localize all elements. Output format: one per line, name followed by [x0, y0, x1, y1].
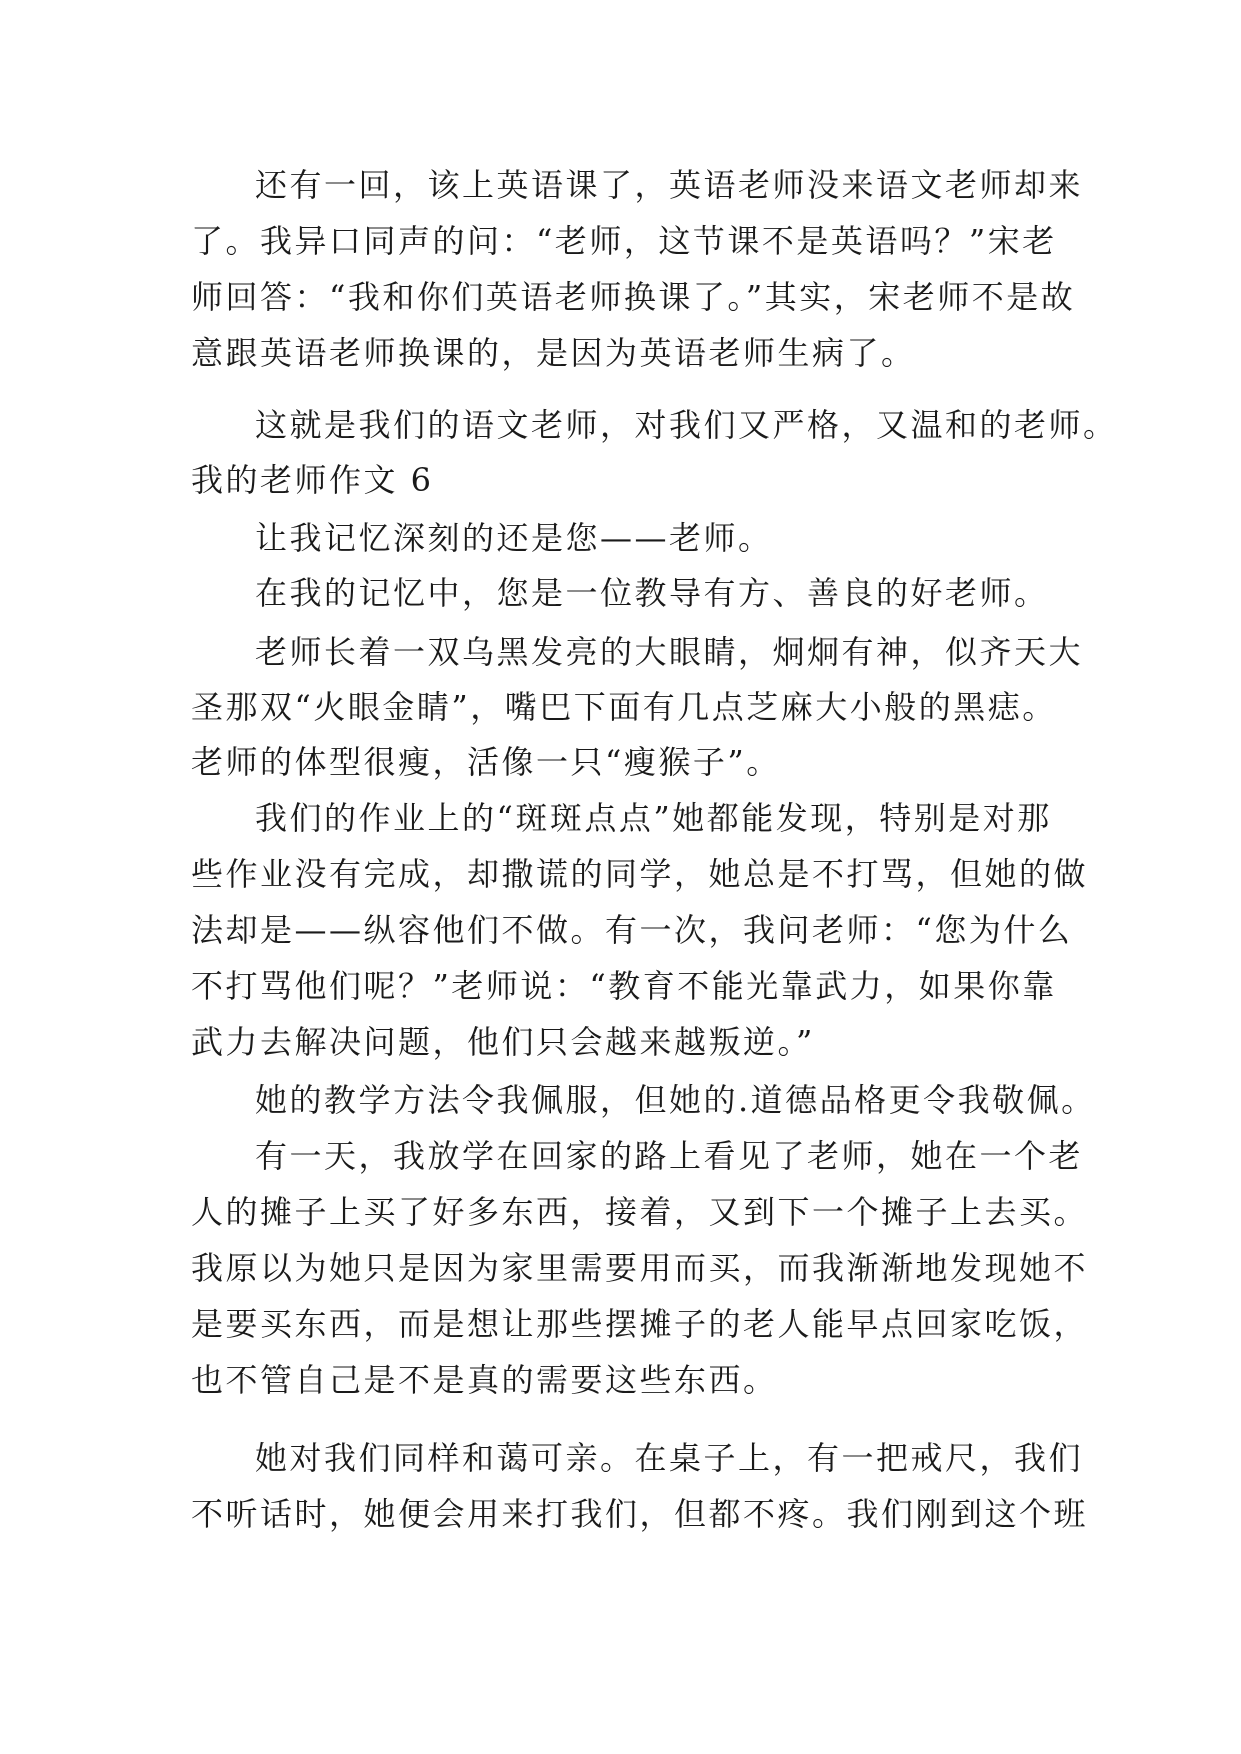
- paragraph-line: 了。我异口同声的问：“老师，这节课不是英语吗？”宋老: [191, 222, 1057, 260]
- paragraph-line: 意跟英语老师换课的，是因为英语老师生病了。: [191, 334, 916, 372]
- paragraph-line: 武力去解决问题，他们只会越来越叛逆。”: [191, 1023, 815, 1061]
- paragraph-line: 在我的记忆中，您是一位教导有方、善良的好老师。: [255, 574, 1049, 612]
- paragraph-line: 圣那双“火眼金睛”，嘴巴下面有几点芝麻大小般的黑痣。: [191, 688, 1057, 726]
- paragraph-line: 老师的体型很瘦，活像一只“瘦猴子”。: [191, 743, 781, 781]
- paragraph-line: 些作业没有完成，却撒谎的同学，她总是不打骂，但她的做: [191, 855, 1089, 893]
- paragraph-line: 不听话时，她便会用来打我们，但都不疼。我们刚到这个班: [191, 1495, 1089, 1533]
- paragraph-line: 是要买东西，而是想让那些摆摊子的老人能早点回家吃饭，: [191, 1305, 1089, 1343]
- paragraph-line: 师回答：“我和你们英语老师换课了。”其实，宋老师不是故: [191, 278, 1076, 316]
- paragraph-line: 我们的作业上的“斑斑点点”她都能发现，特别是对那: [255, 799, 1052, 837]
- paragraph-line: 她的教学方法令我佩服，但她的.道德品格更令我敬佩。: [255, 1081, 1096, 1119]
- paragraph-line: 让我记忆深刻的还是您——老师。: [255, 519, 773, 557]
- paragraph-line: 还有一回，该上英语课了，英语老师没来语文老师却来: [255, 166, 1084, 204]
- section-heading: 我的老师作文 6: [191, 461, 434, 499]
- paragraph-line: 不打骂他们呢？”老师说：“教育不能光靠武力，如果你靠: [191, 967, 1057, 1005]
- paragraph-line: 这就是我们的语文老师，对我们又严格，又温和的老师。: [255, 406, 1118, 444]
- paragraph-line: 也不管自己是不是真的需要这些东西。: [191, 1361, 778, 1399]
- paragraph-line: 有一天，我放学在回家的路上看见了老师，她在一个老: [255, 1137, 1084, 1175]
- paragraph-line: 我原以为她只是因为家里需要用而买，而我渐渐地发现她不: [191, 1249, 1089, 1287]
- paragraph-line: 人的摊子上买了好多东西，接着，又到下一个摊子上去买。: [191, 1193, 1089, 1231]
- paragraph-line: 老师长着一双乌黑发亮的大眼睛，炯炯有神，似齐天大: [255, 633, 1084, 671]
- paragraph-line: 她对我们同样和蔼可亲。在桌子上，有一把戒尺，我们: [255, 1439, 1084, 1477]
- paragraph-line: 法却是——纵容他们不做。有一次，我问老师：“您为什么: [191, 911, 1073, 949]
